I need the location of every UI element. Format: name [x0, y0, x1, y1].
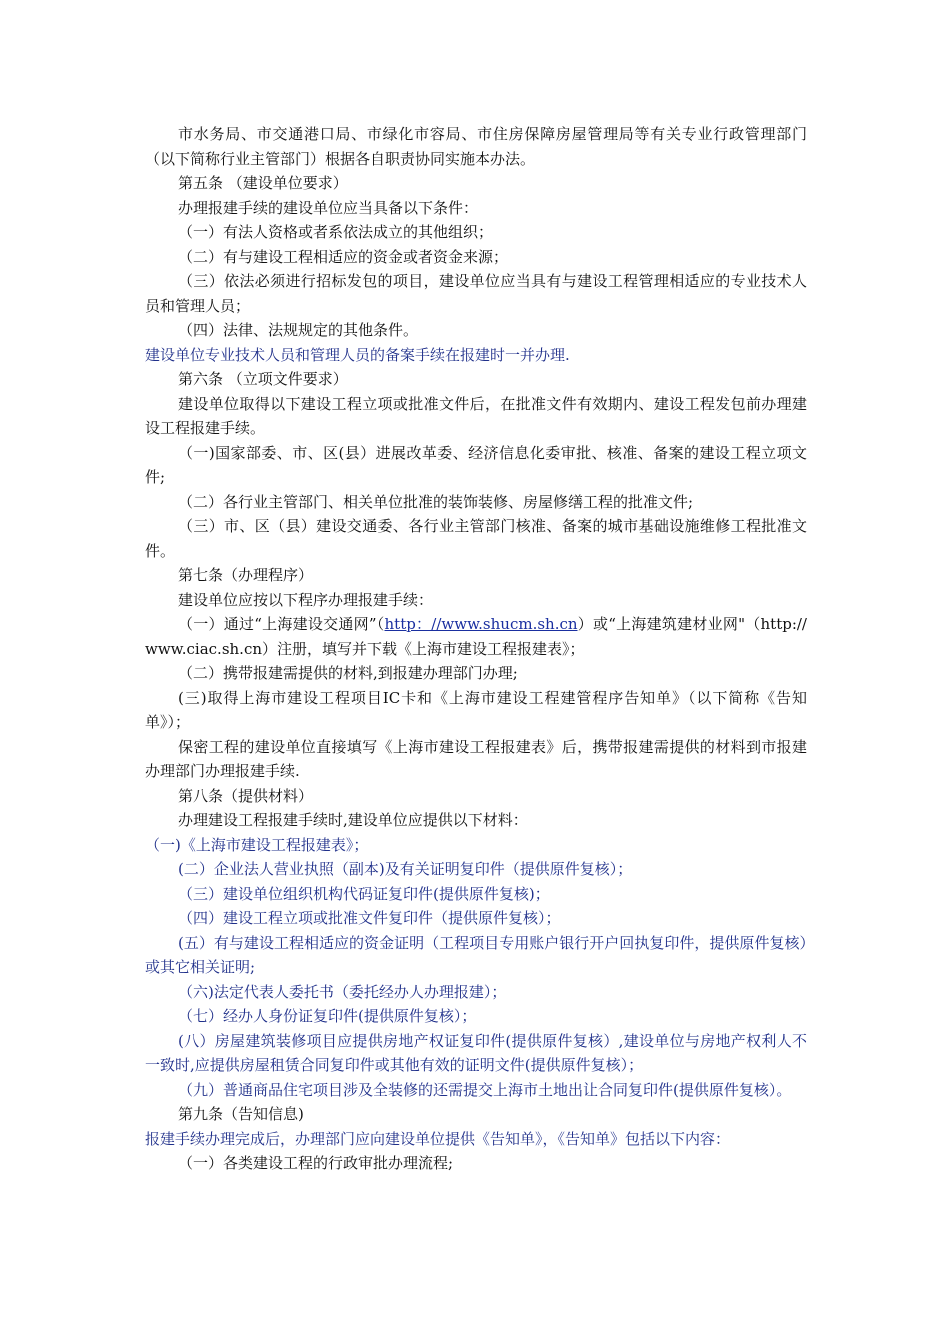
- paragraph: 报建手续办理完成后，办理部门应向建设单位提供《告知单》，《告知单》包括以下内容：: [145, 1129, 731, 1148]
- paragraph: 办理报建手续的建设单位应当具备以下条件：: [178, 198, 479, 217]
- list-item: （一)国家部委、市、区(县）进展改革委、经济信息化委审批、核准、备案的建设工程立项文件;: [145, 443, 807, 486]
- list-item: (五）有与建设工程相适应的资金证明（工程项目专用账户银行开户回执复印件，提供原件复核）或其它相关证明;: [145, 933, 807, 976]
- list-item: （一)《上海市建设工程报建表》；: [145, 835, 369, 854]
- article-5-heading: 第五条 （建设单位要求）: [178, 174, 348, 192]
- list-item: (三)取得上海市建设工程项目IC卡和《上海市建设工程建管程序告知单》（以下简称《告知单》）；: [145, 688, 807, 731]
- paragraph: 建设单位取得以下建设工程立项或批准文件后，在批准文件有效期内、建设工程发包前办理建设工程报建手续。: [145, 394, 807, 437]
- paragraph-intro: 市水务局、市交通港口局、市绿化市容局、市住房保障房屋管理局等有关专业行政管理部门（以下简称行业主管部门）根据各自职责协同实施本办法。: [145, 125, 807, 168]
- list-item: （二）有与建设工程相适应的资金或者资金来源；: [178, 247, 509, 266]
- shucm-link[interactable]: http：//www.shucm.sh.cn: [384, 615, 578, 633]
- list-item: (二）企业法人营业执照（副本)及有关证明复印件（提供原件复核）；: [178, 860, 633, 878]
- list-item: （四）法律、法规规定的其他条件。: [178, 321, 419, 339]
- paragraph: 保密工程的建设单位直接填写《上海市建设工程报建表》后，携带报建需提供的材料到市报建办理部门办理报建手续.: [145, 737, 807, 780]
- paragraph-note: 建设单位专业技术人员和管理人员的备案手续在报建时一并办理.: [145, 345, 570, 364]
- list-item: （二）各行业主管部门、相关单位批准的装饰装修、房屋修缮工程的批准文件;: [178, 492, 694, 511]
- list-item: （一）有法人资格或者系依法成立的其他组织；: [178, 223, 494, 241]
- list-item: （七）经办人身份证复印件(提供原件复核）；: [178, 1007, 477, 1025]
- list-item: （九）普通商品住宅项目涉及全装修的还需提交上海市土地出让合同复印件(提供原件复核）。: [178, 1080, 792, 1099]
- list-item: （二）携带报建需提供的材料,到报建办理部门办理;: [178, 664, 518, 682]
- list-item: (八）房屋建筑装修项目应提供房地产权证复印件(提供原件复核）,建设单位与房地产权利人不一致时,应提供房屋租赁合同复印件或其他有效的证明文件(提供原件复核）；: [145, 1031, 807, 1074]
- article-8-heading: 第八条（提供材料）: [178, 786, 314, 805]
- list-item-text: （一）通过“上海建设交通网”（: [178, 615, 385, 633]
- paragraph: 办理建设工程报建手续时,建设单位应提供以下材料：: [178, 811, 528, 829]
- document-page: [145, 122, 807, 1176]
- list-item: （三）依法必须进行招标发包的项目，建设单位应当具有与建设工程管理相适应的专业技术人员和管理人员；: [145, 272, 807, 315]
- paragraph: 建设单位应按以下程序办理报建手续：: [178, 590, 434, 609]
- article-7-heading: 第七条（办理程序）: [178, 566, 314, 584]
- list-item-text: ）或“上海建筑建材业网"（http://www.ciac.sh.cn）注册，填写并下载《上海市建设工程报建表》；: [145, 615, 807, 658]
- list-item-registration: [145, 612, 807, 661]
- list-item: （三）建设单位组织机构代码证复印件(提供原件复核)；: [178, 884, 550, 903]
- article-9-heading: 第九条（告知信息): [178, 1105, 304, 1123]
- list-item: （六)法定代表人委托书（委托经办人办理报建）；: [178, 982, 507, 1001]
- list-item: （一）各类建设工程的行政审批办理流程;: [178, 1154, 454, 1172]
- article-6-heading: 第六条 （立项文件要求）: [178, 370, 348, 388]
- list-item: （三）市、区（县）建设交通委、各行业主管部门核准、备案的城市基础设施维修工程批准文件。: [145, 517, 807, 560]
- list-item: （四）建设工程立项或批准文件复印件（提供原件复核）；: [178, 909, 561, 927]
